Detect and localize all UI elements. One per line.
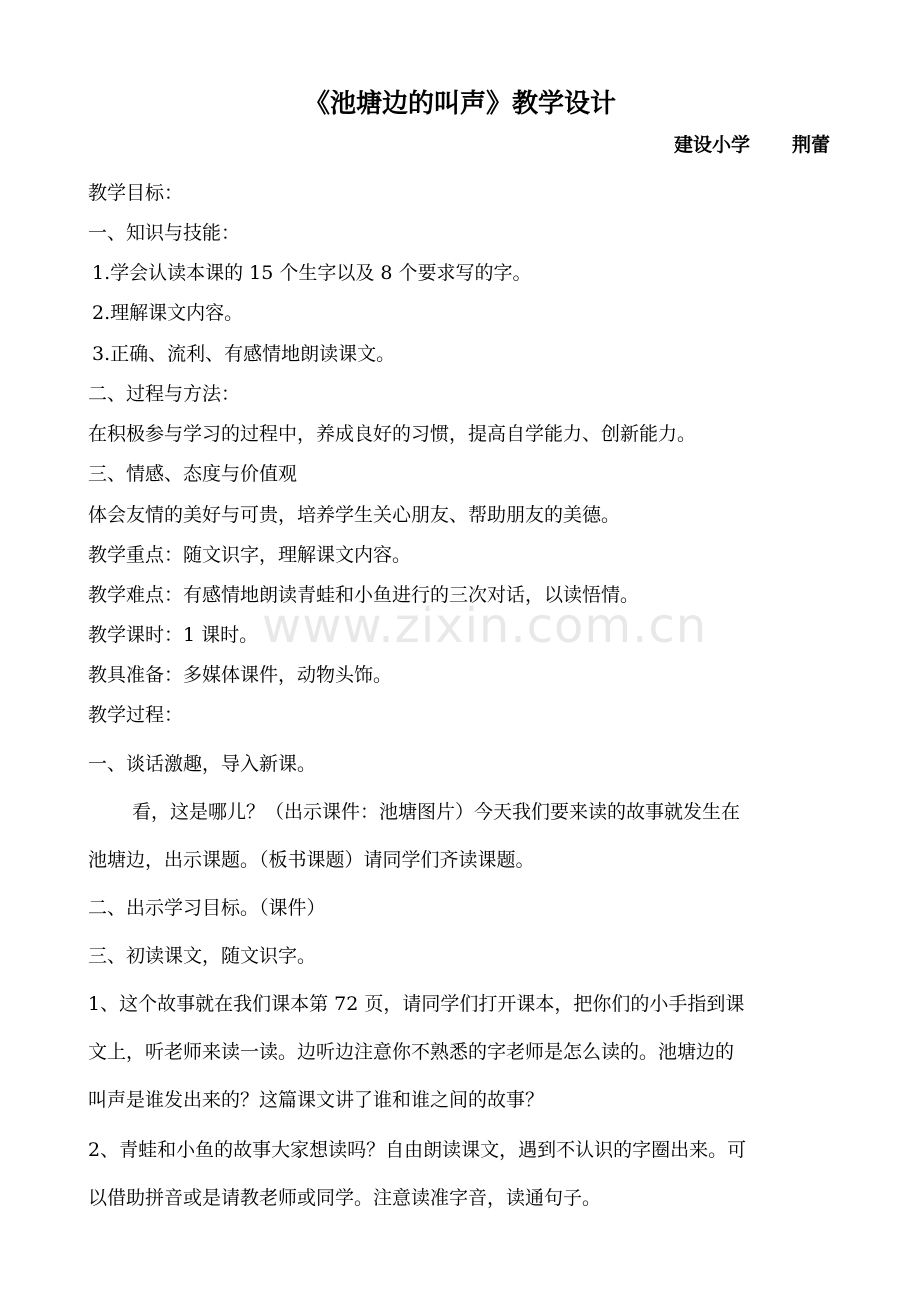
heading-teaching-process: 教学过程： [88,704,184,726]
step-3-item-1-line-1: 1、这个故事就在我们课本第 72 页，请同学们打开课本，把你们的小手指到课 [88,993,745,1015]
document-title: 《池塘边的叫声》教学设计 [303,89,616,119]
teaching-hours: 教学课时：1 课时。 [88,624,259,646]
author-name: 荆蕾 [791,134,830,156]
heading-emotion-values: 三、情感、态度与价值观 [88,463,298,485]
step-1-paragraph-line-2: 池塘边，出示课题。（板书课题）请同学们齐读课题。 [88,849,535,871]
step-3-heading: 三、初读课文，随文识字。 [88,945,317,967]
teaching-difficulties: 教学难点：有感情地朗读青蛙和小鱼进行的三次对话，以读悟情。 [88,584,640,606]
step-2-heading: 二、出示学习目标。（课件） [88,897,326,919]
step-3-item-2-line-1: 2、青蛙和小鱼的故事大家想读吗？自由朗读课文，遇到不认识的字圈出来。可 [88,1139,747,1161]
step-1-paragraph-line-1: 看，这是哪儿？（出示课件：池塘图片）今天我们要来读的故事就发生在 [132,801,741,823]
goal-item-1: 1.学会认读本课的 15 个生字以及 8 个要求写的字。 [92,262,532,284]
step-1-heading: 一、谈话激趣，导入新课。 [88,753,317,775]
step-3-item-1-line-3: 叫声是谁发出来的？这篇课文讲了谁和谁之间的故事？ [88,1089,545,1111]
author-line [674,128,830,162]
process-method-text: 在积极参与学习的过程中，养成良好的习惯，提高自学能力、创新能力。 [88,423,697,445]
heading-teaching-goals: 教学目标： [88,182,184,204]
goal-item-3: 3.正确、流利、有感情地朗读课文。 [92,343,396,365]
teaching-materials: 教具准备：多媒体课件，动物头饰。 [88,664,393,686]
heading-process-method: 二、过程与方法： [88,383,241,405]
teaching-key-points: 教学重点：随文识字，理解课文内容。 [88,544,412,566]
goal-item-2: 2.理解课文内容。 [92,302,244,324]
step-3-item-2-line-2: 以借助拼音或是请教老师或同学。注意读准字音，读通句子。 [88,1187,602,1209]
school-name: 建设小学 [673,134,750,156]
emotion-values-text: 体会友情的美好与可贵，培养学生关心朋友、帮助朋友的美德。 [88,504,621,526]
step-3-item-1-line-2: 文上，听老师来读一读。边听边注意你不熟悉的字老师是怎么读的。池塘边的 [88,1041,735,1063]
watermark-text: www.zixin.com.cn [262,598,708,654]
heading-knowledge-skills: 一、知识与技能： [88,222,241,244]
